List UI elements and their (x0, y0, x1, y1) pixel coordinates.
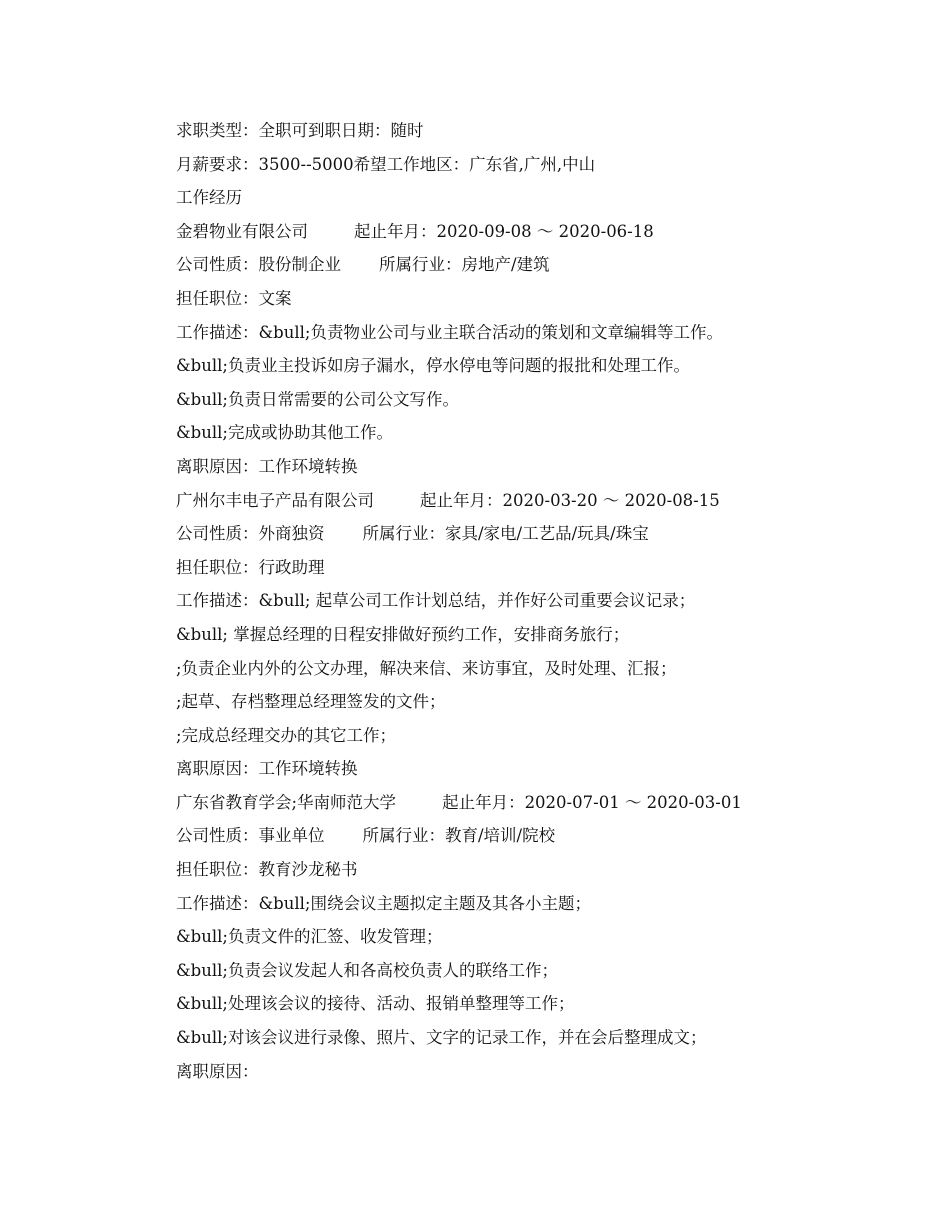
description-line: &bull;完成或协助其他工作。 (176, 423, 393, 443)
company-industry: 所属行业：教育/培训/院校 (362, 826, 556, 846)
section-title: 工作经历 (176, 188, 242, 208)
company-line (176, 786, 896, 820)
experience-entry (176, 484, 896, 786)
description-line: ;完成总经理交办的其它工作； (176, 725, 397, 745)
description-line: &bull;处理该会议的接待、活动、报销单整理等工作； (176, 994, 575, 1014)
description-line: 工作描述：&bull;负责物业公司与业主联合活动的策划和文章编辑等工作。 (176, 322, 723, 342)
description-line: 工作描述：&bull;围绕会议主题拟定主题及其各小主题； (176, 893, 591, 913)
description-line: &bull;负责业主投诉如房子漏水，停水停电等问题的报批和处理工作。 (176, 356, 690, 376)
employment-period: 起止年月：2020-03-20 ～ 2020-08-15 (420, 490, 720, 510)
position-line: 担任职位：文案 (176, 288, 292, 308)
company-industry: 所属行业：房地产/建筑 (379, 255, 550, 275)
position-line: 担任职位：行政助理 (176, 557, 325, 577)
description-line: ;负责企业内外的公文办理，解决来信、来访事宜，及时处理、汇报； (176, 658, 677, 678)
description-line: &bull;对该会议进行录像、照片、文字的记录工作，并在会后整理成文； (176, 1028, 707, 1048)
description-line: &bull;负责日常需要的公司公文写作。 (176, 389, 459, 409)
company-name: 广州尔丰电子产品有限公司 (176, 490, 374, 510)
leave-reason-line: 离职原因：工作环境转换 (176, 759, 358, 779)
company-line (176, 484, 896, 518)
company-info-line (176, 248, 896, 282)
company-name: 金碧物业有限公司 (176, 221, 308, 241)
employment-period: 起止年月：2020-07-01 ～ 2020-03-01 (442, 792, 742, 812)
company-info-line (176, 517, 896, 551)
leave-reason-line: 离职原因： (176, 1061, 259, 1081)
company-line (176, 215, 896, 249)
description-line: 工作描述：&bull; 起草公司工作计划总结，并作好公司重要会议记录； (176, 591, 696, 611)
job-type-line: 求职类型：全职可到职日期：随时 (176, 121, 424, 140)
description-line: ;起草、存档整理总经理签发的文件； (176, 692, 446, 712)
experience-entry (176, 215, 896, 484)
company-nature: 公司性质：外商独资 (176, 524, 325, 544)
salary-line: 月薪要求：3500--5000希望工作地区：广东省,广州,中山 (176, 154, 596, 174)
resume-document (176, 114, 896, 1088)
leave-reason-line: 离职原因：工作环境转换 (176, 456, 358, 476)
description-line: &bull;负责会议发起人和各高校负责人的联络工作； (176, 960, 558, 980)
experience-entry (176, 786, 896, 1088)
employment-period: 起止年月：2020-09-08 ～ 2020-06-18 (354, 221, 654, 241)
company-nature: 公司性质：事业单位 (176, 826, 325, 846)
company-industry: 所属行业：家具/家电/工艺品/玩具/珠宝 (362, 524, 649, 544)
company-nature: 公司性质：股份制企业 (176, 255, 341, 275)
description-line: &bull; 掌握总经理的日程安排做好预约工作，安排商务旅行； (176, 624, 630, 644)
description-line: &bull;负责文件的汇签、收发管理； (176, 927, 443, 947)
position-line: 担任职位：教育沙龙秘书 (176, 860, 358, 880)
company-info-line (176, 819, 896, 853)
company-name: 广东省教育学会;华南师范大学 (176, 792, 397, 812)
